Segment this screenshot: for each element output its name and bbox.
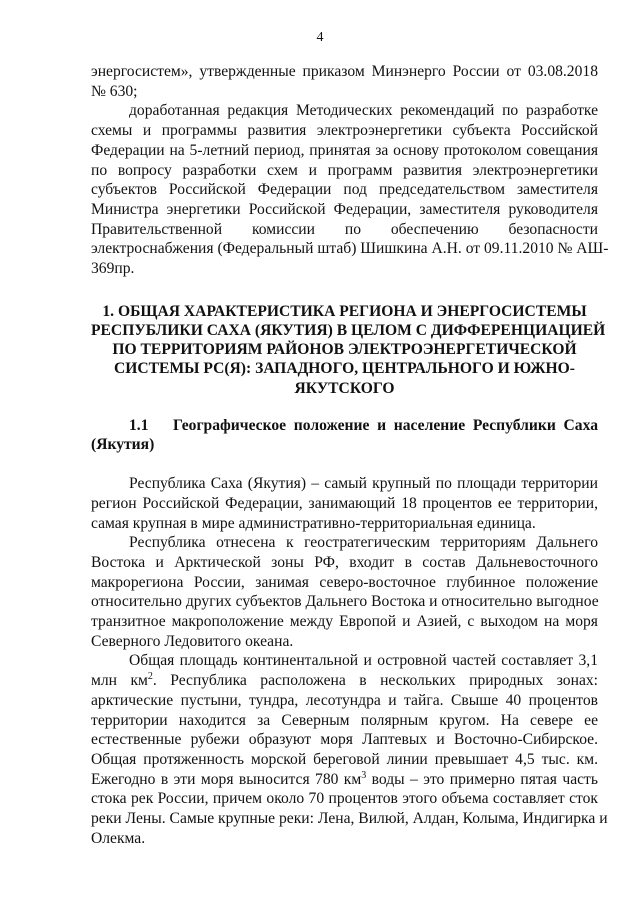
text-line: макрорегиона России, занимая северо-восточное глубинное положение <box>91 573 598 591</box>
text-line: Северного Ледовитого океана. <box>91 632 294 650</box>
text-line: электроснабжения (Федеральный штаб) Шишкина А.Н. от 09.11.2010 № АШ- <box>91 240 609 258</box>
text-line: Республика Саха (Якутия) – самый крупный по площади территории <box>129 475 598 493</box>
text-line: стока рек России, причем около 70 процентов этого объема составляет сток <box>91 790 598 808</box>
document-body <box>91 62 609 849</box>
text-line: субъектов Российской Федерации под председательством заместителя <box>91 181 598 199</box>
text-line: Федерации на 5-летний период, принятая за основу протоколом совещания <box>91 141 598 159</box>
text-line: доработанная редакция Методических рекомендаций по разработке <box>129 102 598 120</box>
text-line: арктические пустыни, тундра, лесотундра и тайга. Свыше 40 процентов <box>91 691 598 709</box>
heading-line: ПО ТЕРРИТОРИЯМ РАЙОНОВ ЭЛЕКТРОЭНЕРГЕТИЧЕСКОЙ <box>112 341 577 359</box>
text-line: самая крупная в мире административно-территориальная единица. <box>91 514 536 532</box>
superscript: 3 <box>361 769 367 781</box>
text-line: схемы и программы развития электроэнергетики субъекта Российской <box>91 122 598 140</box>
text-fragment: Ежегодно в эти моря выносится 780 км <box>91 770 362 788</box>
intro-paragraph-2 <box>91 101 609 278</box>
text-fragment: . Республика расположена в нескольких природных зонах: <box>152 672 599 690</box>
text-line: 369пр. <box>91 260 135 278</box>
text-line: территории находится за Северным полярным кругом. На севере ее <box>91 711 598 729</box>
subsection-title: Географическое положение и население Республики Саха <box>173 416 598 434</box>
text-line: Республика отнесена к геостратегическим территориям Дальнего <box>129 534 598 552</box>
text-line: Общая площадь континентальной и островной частей составляет 3,1 <box>129 652 598 670</box>
section-heading <box>91 302 606 398</box>
heading-line: РЕСПУБЛИКИ САХА (ЯКУТИЯ) В ЦЕЛОМ С ДИФФЕРЕНЦИАЦИЕЙ <box>91 321 606 339</box>
text-fragment: воды – это примерно пятая часть <box>366 770 598 788</box>
text-line: реки Лены. Самые крупные реки: Лена, Вилюй, Алдан, Колыма, Индигирка и <box>91 810 608 828</box>
text-line: по вопросу разработки схем и программ развития электроэнергетики <box>91 161 598 179</box>
text-line: Правительственной комиссии по обеспечению безопасности <box>91 220 598 238</box>
body-paragraph-3 <box>91 651 608 848</box>
text-line: регион Российской Федерации, занимающий 18 процентов ее территории, <box>91 494 598 512</box>
text-line <box>91 770 598 790</box>
text-line: Министра энергетики Российской Федерации, заместителя руководителя <box>91 200 598 218</box>
heading-line: ЯКУТСКОГО <box>294 379 395 397</box>
text-line: относительно других субъектов Дальнего Востока и относительно выгодное <box>91 593 599 611</box>
text-line: энергосистем», утвержденные приказом Минэнерго России от 03.08.2018 <box>91 63 598 80</box>
text-line: транзитное макроположение между Европой и Азией, с выходом на моря <box>91 613 598 631</box>
text-line <box>91 671 598 691</box>
subsection-number: 1.1 <box>129 416 149 434</box>
heading-line: СИСТЕМЫ РС(Я): ЗАПАДНОГО, ЦЕНТРАЛЬНОГО И ЮЖНО- <box>113 360 575 378</box>
subsection-title-cont: (Якутия) <box>91 436 155 454</box>
body-paragraph-1 <box>91 474 598 533</box>
text-line: Общая протяженность морской береговой линии превышает 4,5 тыс. км. <box>91 751 598 768</box>
text-line: Олекма. <box>91 829 146 847</box>
heading-line: 1. ОБЩАЯ ХАРАКТЕРИСТИКА РЕГИОНА И ЭНЕРГОСИСТЕМЫ <box>102 302 587 320</box>
text-line: Востока и Арктической зоны РФ, входит в состав Дальневосточного <box>91 553 598 571</box>
text-line: естественные рубежи образуют моря Лаптевых и Восточно-Сибирское. <box>91 731 598 749</box>
subsection-heading <box>91 416 598 455</box>
intro-paragraph-1 <box>91 62 598 101</box>
text-line: № 630; <box>91 82 138 100</box>
body-paragraph-2 <box>91 533 598 651</box>
page-number: 4 <box>316 30 324 45</box>
text-fragment: млн км <box>91 672 148 690</box>
superscript: 2 <box>147 671 153 683</box>
